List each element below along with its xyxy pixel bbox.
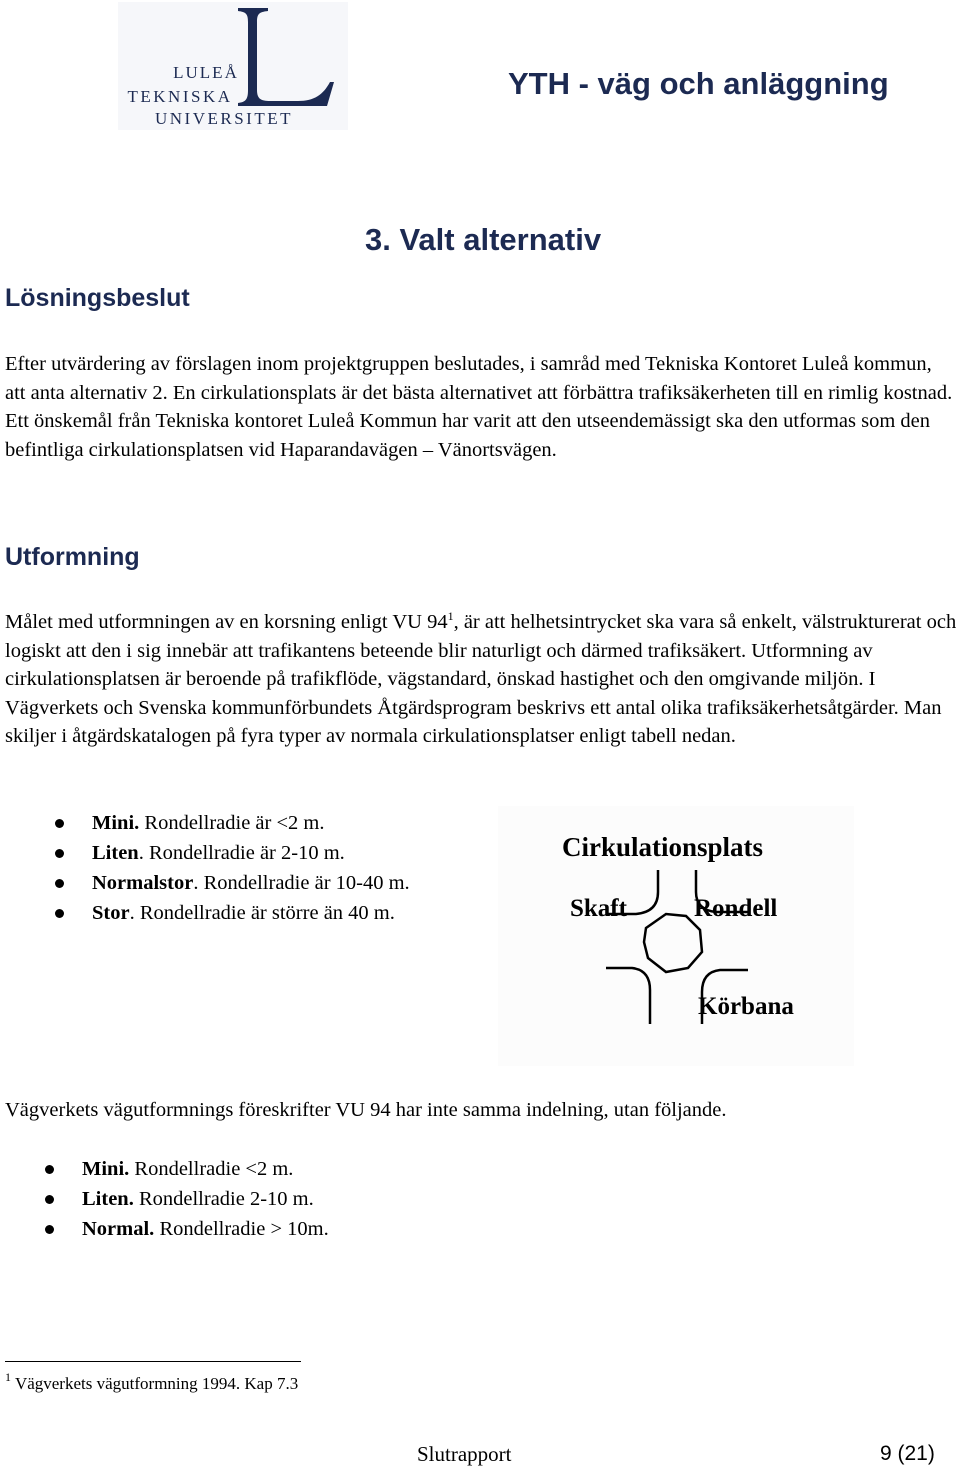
list-item: Liten. Rondellradie är 2-10 m. bbox=[92, 838, 472, 868]
paragraph-text-end: , är att helhetsintrycket ska vara så enkelt, välstrukturerat och logiskt att den i sig innebär att trafikantens beteende blir naturligt och därmed trafiksäkert. Utformning av cirkulationsplatsen är beroende på trafikflöde, vägstandard, önskad hastighet och den omgivande miljön. I Vägverkets och Svenska kommunförbundets Åtgärdsprogram beskrivs ett antal olika trafiksäkerhetsåtgärder. Man skiljer i åtgärdskatalogen på fyra typer av normala cirkulationsplatser enligt tabell nedan. bbox=[5, 611, 957, 748]
vu94-types-list bbox=[82, 1154, 582, 1244]
roundabout-types-list bbox=[92, 808, 472, 928]
paragraph-text: Vägverkets vägutformnings föreskrifter VU 94 har inte samma indelning, utan följande. bbox=[5, 1099, 727, 1121]
footnote-text: Vägverkets vägutformning 1994. Kap 7.3 bbox=[11, 1374, 299, 1393]
paragraph-utformning bbox=[5, 608, 957, 751]
paragraph-text-start: Målet med utformningen av en korsning enligt VU 94 bbox=[5, 611, 448, 633]
footnote-divider bbox=[5, 1361, 301, 1362]
footnote-ref[interactable]: 1 bbox=[447, 609, 454, 623]
label-rondell: Rondell bbox=[694, 895, 778, 922]
label-korbana: Körbana bbox=[698, 993, 794, 1020]
paragraph-losningsbeslut bbox=[5, 350, 957, 464]
paragraph-text: Efter utvärdering av förslagen inom projektgruppen beslutades, i samråd med Tekniska Kontoret Luleå kommun, att anta alternativ 2. En cirkulationsplats är det bästa alternativet att förbättra trafiksäkerheten till en rimlig kostnad. Ett önskemål från Tekniska kontoret Luleå Kommun har varit att den utseendemässigt ska den utformas som den befintliga cirkulationsplatsen vid Haparandavägen – Vänortsvägen. bbox=[5, 353, 953, 461]
list-item: Mini. Rondellradie är <2 m. bbox=[92, 808, 472, 838]
footer-document-name: Slutrapport bbox=[417, 1442, 512, 1466]
footer-page-number: 9 (21) bbox=[880, 1442, 935, 1465]
header-title: YTH - väg och anläggning bbox=[508, 66, 889, 101]
roundabout-island bbox=[644, 914, 702, 972]
footnote bbox=[5, 1370, 299, 1394]
logo-line2: TEKNISKA bbox=[127, 87, 233, 106]
heading-losningsbeslut: Lösningsbeslut bbox=[5, 284, 190, 312]
road-edge bbox=[606, 968, 650, 1024]
chapter-title: 3. Valt alternativ bbox=[365, 222, 602, 257]
list-item: Stor. Rondellradie är större än 40 m. bbox=[92, 898, 472, 928]
heading-utformning: Utformning bbox=[5, 543, 140, 571]
list-item: Mini. Rondellradie <2 m. bbox=[82, 1154, 582, 1184]
logo-line1: LULEÅ bbox=[173, 63, 239, 82]
footnote-number: 1 bbox=[5, 1370, 11, 1384]
list-item: Normal. Rondellradie > 10m. bbox=[82, 1214, 582, 1244]
label-skaft: Skaft bbox=[570, 895, 627, 922]
university-logo bbox=[118, 2, 348, 130]
diagram-title: Cirkulationsplats bbox=[562, 832, 764, 862]
paragraph-vu94 bbox=[5, 1096, 957, 1125]
list-item: Liten. Rondellradie 2-10 m. bbox=[82, 1184, 582, 1214]
roundabout-diagram bbox=[498, 806, 854, 1066]
logo-line3: UNIVERSITET bbox=[155, 109, 293, 128]
list-item: Normalstor. Rondellradie är 10-40 m. bbox=[92, 868, 472, 898]
